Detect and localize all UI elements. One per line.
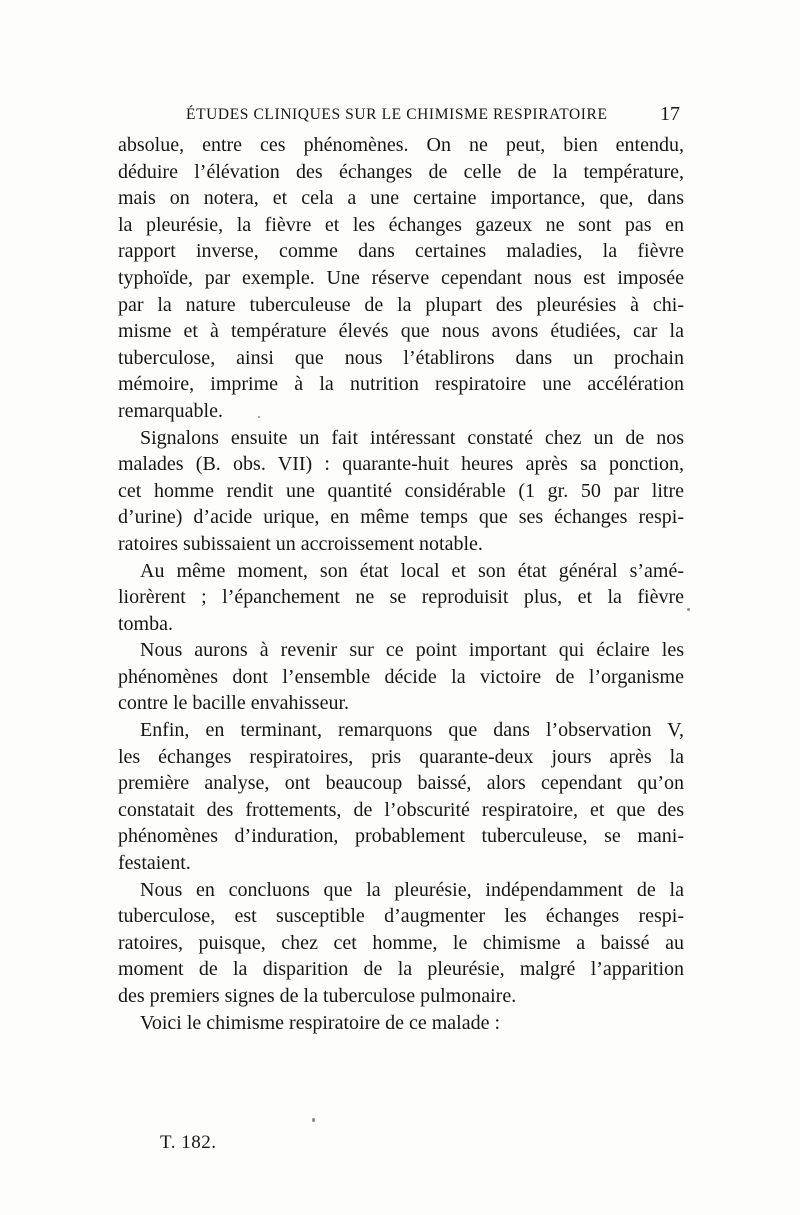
body-text xyxy=(118,132,684,1036)
text-line: cet homme rendit une quantité considérable (1 gr. 50 par litre xyxy=(118,479,684,502)
page-header xyxy=(118,104,684,126)
text-line: moment de la disparition de la pleurésie, malgré l’apparition xyxy=(118,958,684,981)
text-line: contre le bacille envahisseur. xyxy=(118,692,350,715)
text-line: rapport inverse, comme dans certaines maladies, la fièvre xyxy=(118,240,684,263)
text-line: tuberculose, est susceptible d’augmenter les échanges respi- xyxy=(118,905,684,928)
text-line: malades (B. obs. VII) : quarante-huit heures après sa ponction, xyxy=(118,453,684,476)
text-line: déduire l’élévation des échanges de celle de la température, xyxy=(118,160,684,183)
page-number: 17 xyxy=(660,103,680,125)
text-line: Nous en concluons que la pleurésie, indépendamment de la xyxy=(140,878,684,901)
text-line: première analyse, ont beaucoup baissé, alors cependant qu’on xyxy=(118,772,684,795)
text-line: mais on notera, et cela a une certaine importance, que, dans xyxy=(118,187,684,210)
paper-speck xyxy=(258,416,260,418)
text-line: ratoires, puisque, chez cet homme, le chimisme a baissé au xyxy=(118,931,684,954)
printer-signature-mark: T. 182. xyxy=(160,1132,217,1153)
paper-speck xyxy=(687,608,690,611)
text-line: par la nature tuberculeuse de la plupart des pleurésies à chi- xyxy=(118,293,684,316)
text-line: d’urine) d’acide urique, en même temps que ses échanges respi- xyxy=(118,506,684,529)
text-line: phénomènes dont l’ensemble décide la victoire de l’organisme xyxy=(118,665,684,688)
text-line: Enfin, en terminant, remarquons que dans l’observation V, xyxy=(140,719,684,742)
text-line: constatait des frottements, de l’obscurité respiratoire, et que des xyxy=(118,798,684,821)
text-line: phénomènes d’induration, probablement tuberculeuse, se mani- xyxy=(118,825,684,848)
text-line: remarquable. xyxy=(118,399,223,422)
text-line: festaient. xyxy=(118,852,191,875)
text-line: misme et à température élevés que nous avons étudiées, car la xyxy=(118,320,684,343)
text-line: absolue, entre ces phénomènes. On ne peut, bien entendu, xyxy=(118,134,684,156)
text-line: Au même moment, son état local et son état général s’amé- xyxy=(140,559,684,582)
text-line: la pleurésie, la fièvre et les échanges gazeux ne sont pas en xyxy=(118,213,684,236)
text-line: liorèrent ; l’épanchement ne se reproduisit plus, et la fièvre xyxy=(118,586,684,609)
text-line: les échanges respiratoires, pris quarante-deux jours après la xyxy=(118,745,684,768)
text-line: Signalons ensuite un fait intéressant constaté chez un de nos xyxy=(140,426,684,449)
paper-speck xyxy=(312,1118,315,1122)
running-title: ÉTUDES CLINIQUES SUR LE CHIMISME RESPIRATOIRE xyxy=(186,106,608,123)
text-line: tomba. xyxy=(118,612,173,635)
text-line: mémoire, imprime à la nutrition respiratoire une accélération xyxy=(118,373,684,396)
text-line: typhoïde, par exemple. Une réserve cependant nous est imposée xyxy=(118,266,684,289)
text-line: ratoires subissaient un accroissement notable. xyxy=(118,532,483,555)
text-line: Nous aurons à revenir sur ce point important qui éclaire les xyxy=(140,639,684,662)
text-line: tuberculose, ainsi que nous l’établirons dans un prochain xyxy=(118,346,684,369)
text-line: des premiers signes de la tuberculose pulmonaire. xyxy=(118,985,517,1007)
text-line: Voici le chimisme respiratoire de ce malade : xyxy=(140,1011,501,1034)
